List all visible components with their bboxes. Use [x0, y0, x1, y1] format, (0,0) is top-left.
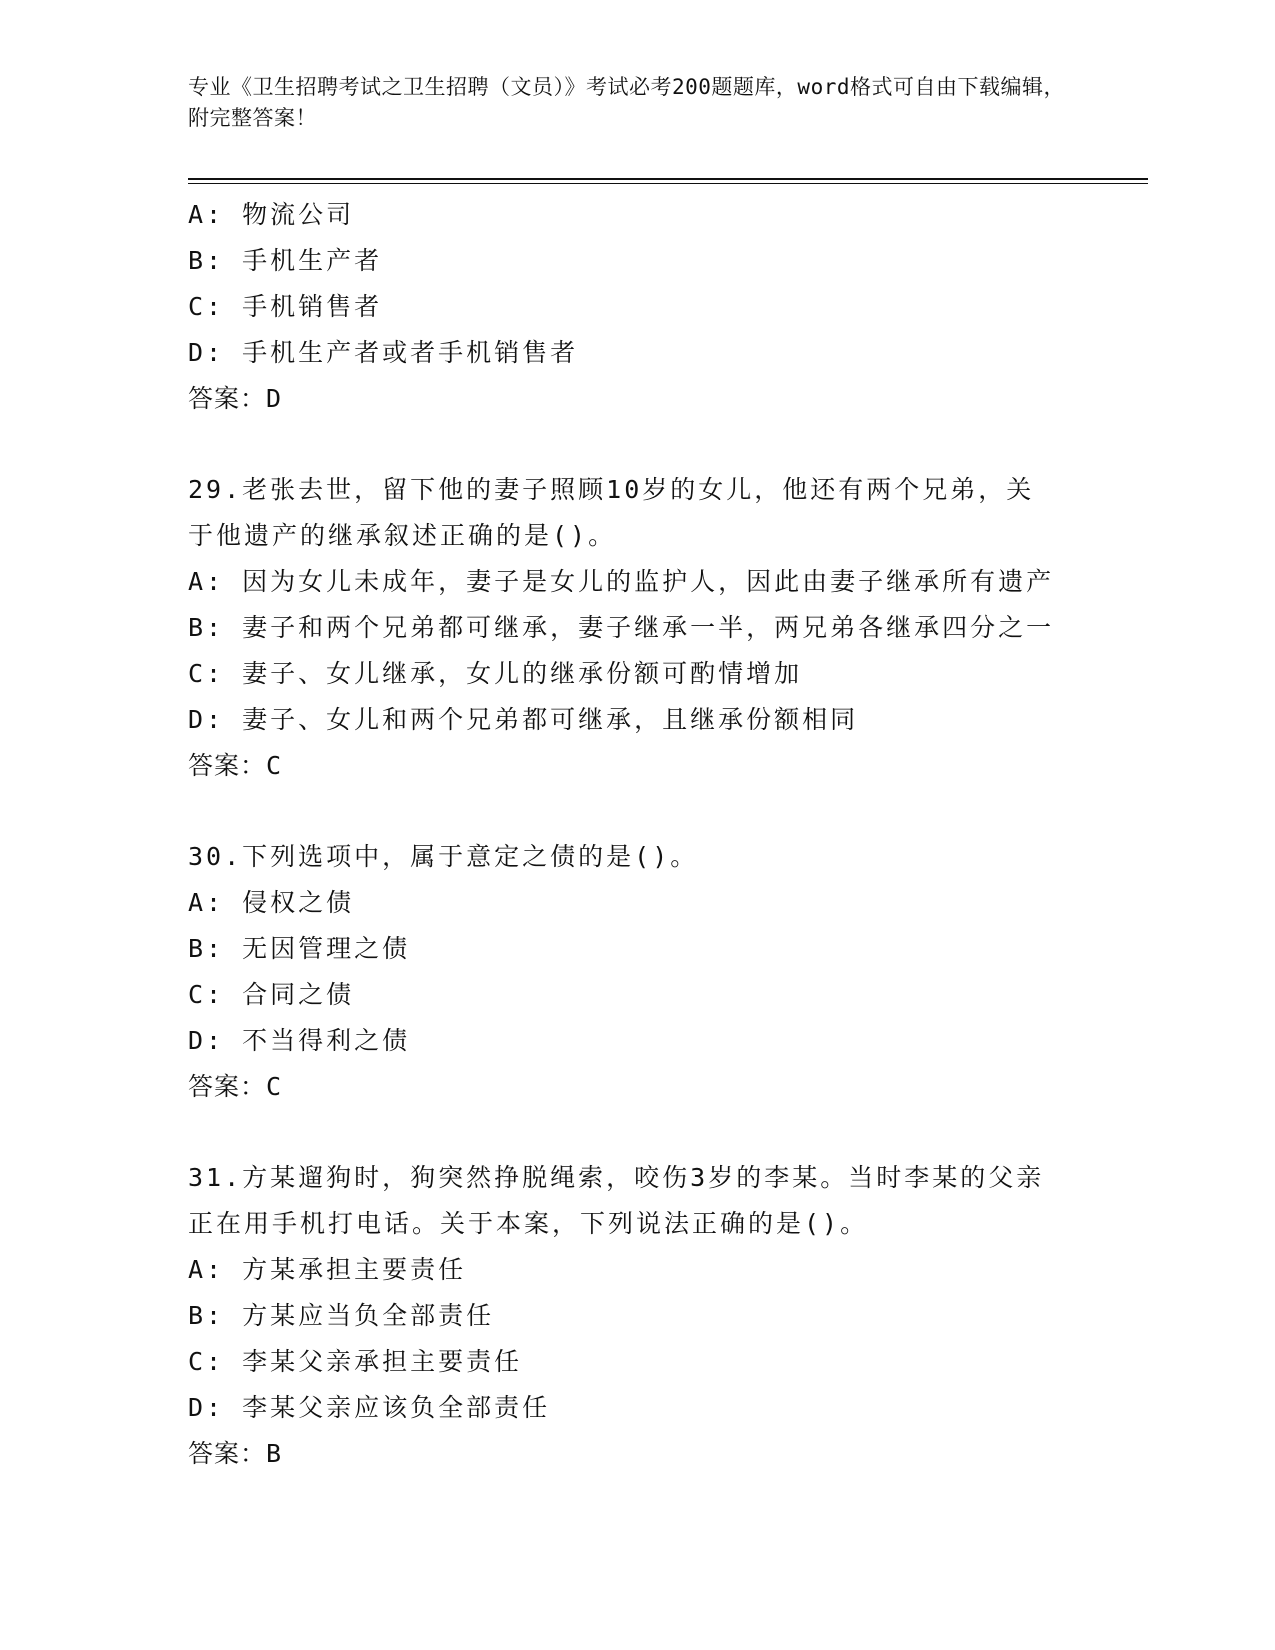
- question-block-29: [188, 467, 1088, 789]
- question-stem: 29.老张去世，留下他的妻子照顾10岁的女儿，他还有两个兄弟，关: [188, 475, 1035, 504]
- option-b: B: 妻子和两个兄弟都可继承，妻子继承一半，两兄弟各继承四分之一: [188, 613, 1055, 642]
- option-c: C: 妻子、女儿继承，女儿的继承份额可酌情增加: [188, 659, 803, 688]
- question-stem: 正在用手机打电话。关于本案，下列说法正确的是()。: [188, 1209, 869, 1238]
- question-block-31: [188, 1155, 1088, 1477]
- option-a: A: 因为女儿未成年，妻子是女儿的监护人，因此由妻子继承所有遗产: [188, 567, 1055, 596]
- option-b: B: 手机生产者: [188, 246, 383, 275]
- option-a: A: 侵权之债: [188, 888, 355, 917]
- document-header: [188, 72, 1068, 134]
- spacer: [188, 422, 1088, 467]
- option-a: A: 物流公司: [188, 200, 355, 229]
- option-d: D: 不当得利之债: [188, 1026, 411, 1055]
- option-d: D: 手机生产者或者手机销售者: [188, 338, 579, 367]
- option-b: B: 方某应当负全部责任: [188, 1301, 495, 1330]
- header-title: 专业《卫生招聘考试之卫生招聘（文员）》考试必考200题题库，word格式可自由下载编辑，附完整答案！: [188, 75, 1065, 130]
- option-d: D: 妻子、女儿和两个兄弟都可继承，且继承份额相同: [188, 705, 859, 734]
- spacer: [188, 1110, 1088, 1155]
- option-c: C: 合同之债: [188, 980, 355, 1009]
- answer-line: 答案：D: [188, 384, 283, 413]
- question-stem: 30.下列选项中，属于意定之债的是()。: [188, 842, 699, 871]
- answer-line: 答案：C: [188, 751, 283, 780]
- option-c: C: 李某父亲承担主要责任: [188, 1347, 523, 1376]
- question-stem: 于他遗产的继承叙述正确的是()。: [188, 521, 617, 550]
- question-block-28: [188, 192, 1088, 422]
- answer-line: 答案：B: [188, 1439, 283, 1468]
- option-b: B: 无因管理之债: [188, 934, 411, 963]
- answer-line: 答案：C: [188, 1072, 283, 1101]
- question-stem: 31.方某遛狗时，狗突然挣脱绳索，咬伤3岁的李某。当时李某的父亲: [188, 1163, 1045, 1192]
- question-list: [188, 192, 1088, 1477]
- header-divider-thin: [188, 183, 1148, 184]
- spacer: [188, 789, 1088, 834]
- option-c: C: 手机销售者: [188, 292, 383, 321]
- option-a: A: 方某承担主要责任: [188, 1255, 467, 1284]
- question-block-30: [188, 834, 1088, 1110]
- header-divider-thick: [188, 178, 1148, 180]
- option-d: D: 李某父亲应该负全部责任: [188, 1393, 551, 1422]
